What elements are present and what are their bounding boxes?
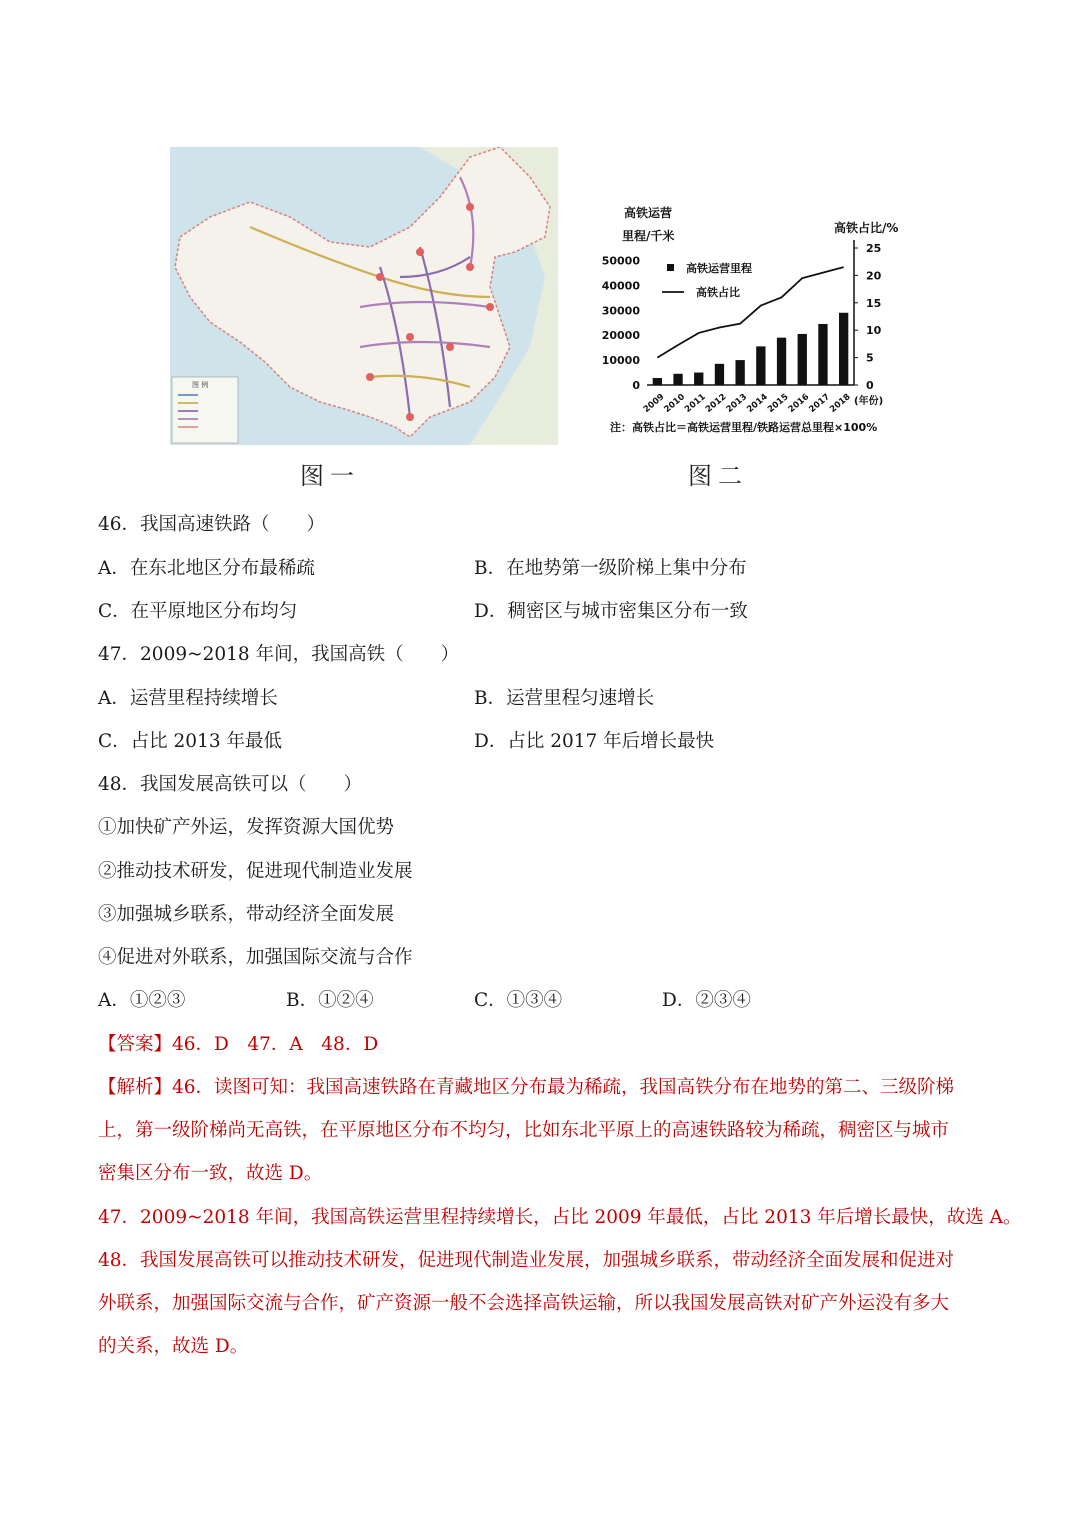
y-tick-label: 0	[632, 379, 640, 392]
x-tick-label: 2014	[745, 392, 770, 415]
answer-text: 46．D 47．A 48．D	[172, 1034, 379, 1055]
bar	[818, 324, 827, 385]
bar	[735, 360, 744, 385]
x-tick-label: 2016	[786, 392, 812, 415]
bar	[653, 378, 662, 385]
question-48-statement-2: ②推动技术研发，促进现代制造业发展	[98, 861, 413, 882]
analysis-line-3: 密集区分布一致，故选 D。	[98, 1163, 323, 1184]
map-caption: 图一	[300, 462, 360, 490]
question-47-stem: 47．2009~2018 年间，我国高铁（ ）	[98, 644, 460, 665]
analysis-line-2: 上，第一级阶梯尚无高铁，在平原地区分布不均匀，比如东北平原上的高速铁路较为稀疏，稠密区与城市	[98, 1120, 950, 1141]
bar	[756, 346, 765, 385]
y-tick-label: 40000	[601, 279, 640, 293]
left-axis-title-line2: 里程/千米	[622, 229, 675, 243]
bar	[673, 374, 682, 385]
bar	[839, 313, 848, 385]
bar	[715, 364, 724, 385]
chart-caption: 图二	[688, 462, 748, 490]
question-46-option-a: A．在东北地区分布最稀疏	[98, 558, 315, 579]
ratio-line	[657, 267, 843, 357]
question-46-option-b: B．在地势第一级阶梯上集中分布	[474, 558, 747, 579]
question-47-option-a: A．运营里程持续增长	[98, 688, 278, 709]
analysis-tag: 【解析】	[98, 1077, 173, 1098]
map-legend	[172, 377, 238, 443]
analysis-line-5: 48．我国发展高铁可以推动技术研发，促进现代制造业发展，加强城乡联系，带动经济全面发展和促进对	[98, 1250, 955, 1271]
y2-tick-label: 15	[866, 296, 882, 310]
analysis-line-4: 47．2009~2018 年间，我国高铁运营里程持续增长，占比 2009 年最低，占比 2013 年后增长最快，故选 A。	[98, 1207, 1022, 1228]
svg-text:图 例: 图 例	[192, 381, 209, 389]
x-unit: (年份)	[854, 396, 884, 407]
y2-tick-label: 5	[866, 351, 874, 365]
y2-tick-label: 10	[866, 324, 882, 338]
analysis-line-6: 外联系，加强国际交流与合作，矿产资源一般不会选择高铁运输，所以我国发展高铁对矿产外运没有多大	[98, 1293, 950, 1314]
left-axis-title-line1: 高铁运营	[624, 206, 673, 220]
bar	[694, 373, 703, 385]
y-tick-label: 30000	[601, 304, 640, 318]
x-tick-label: 2018	[828, 392, 853, 415]
railway-chart	[592, 200, 922, 440]
question-46-option-d: D．稠密区与城市密集区分布一致	[474, 601, 748, 622]
bar	[798, 334, 807, 385]
x-tick-label: 2013	[724, 392, 750, 415]
question-46-stem: 46．我国高速铁路（ ）	[98, 514, 326, 535]
question-46-option-c: C．在平原地区分布均匀	[98, 601, 298, 622]
right-axis-title: 高铁占比/%	[834, 221, 899, 235]
x-tick-label: 2010	[662, 392, 688, 415]
x-tick-label: 2012	[703, 392, 729, 415]
question-48-option-a: A．①②③	[98, 990, 186, 1011]
question-47-option-b: B．运营里程匀速增长	[474, 688, 655, 709]
question-48-statement-4: ④促进对外联系，加强国际交流与合作	[98, 947, 413, 968]
y-tick-label: 20000	[601, 329, 640, 343]
legend-swatch-bar	[667, 264, 674, 271]
question-48-option-b: B．①②④	[286, 990, 374, 1011]
question-47-option-d: D．占比 2017 年后增长最快	[474, 731, 715, 752]
x-tick-label: 2009	[641, 392, 667, 415]
china-railway-map	[170, 147, 558, 445]
y2-tick-label: 0	[866, 379, 874, 392]
question-48-statement-1: ①加快矿产外运，发挥资源大国优势	[98, 817, 395, 838]
answer-tag: 【答案】	[98, 1034, 173, 1055]
answer-line	[98, 1032, 378, 1058]
y-tick-label: 10000	[601, 354, 640, 368]
analysis-line-1: 【解析】46．读图可知：我国高速铁路在青藏地区分布最为稀疏，我国高铁分布在地势的第二、三级阶梯	[98, 1077, 955, 1098]
bar	[777, 338, 786, 385]
y-tick-label: 50000	[601, 254, 640, 268]
analysis-line-7: 的关系，故选 D。	[98, 1336, 249, 1357]
chart-note: 注：高铁占比＝高铁运营里程/铁路运营总里程×100%	[610, 421, 878, 434]
legend-label-line: 高铁占比	[696, 286, 740, 299]
x-tick-label: 2011	[683, 392, 708, 415]
question-48-option-d: D．②③④	[662, 990, 751, 1011]
x-tick-label: 2015	[765, 392, 791, 415]
y2-tick-label: 25	[866, 242, 882, 255]
question-47-option-c: C．占比 2013 年最低	[98, 731, 282, 752]
x-tick-label: 2017	[807, 392, 832, 415]
question-48-statement-3: ③加强城乡联系，带动经济全面发展	[98, 904, 395, 925]
question-48-option-c: C．①③④	[474, 990, 563, 1011]
y2-tick-label: 20	[866, 269, 882, 283]
legend-label-bar: 高铁运营里程	[686, 262, 752, 275]
question-48-stem: 48．我国发展高铁可以（ ）	[98, 774, 363, 795]
